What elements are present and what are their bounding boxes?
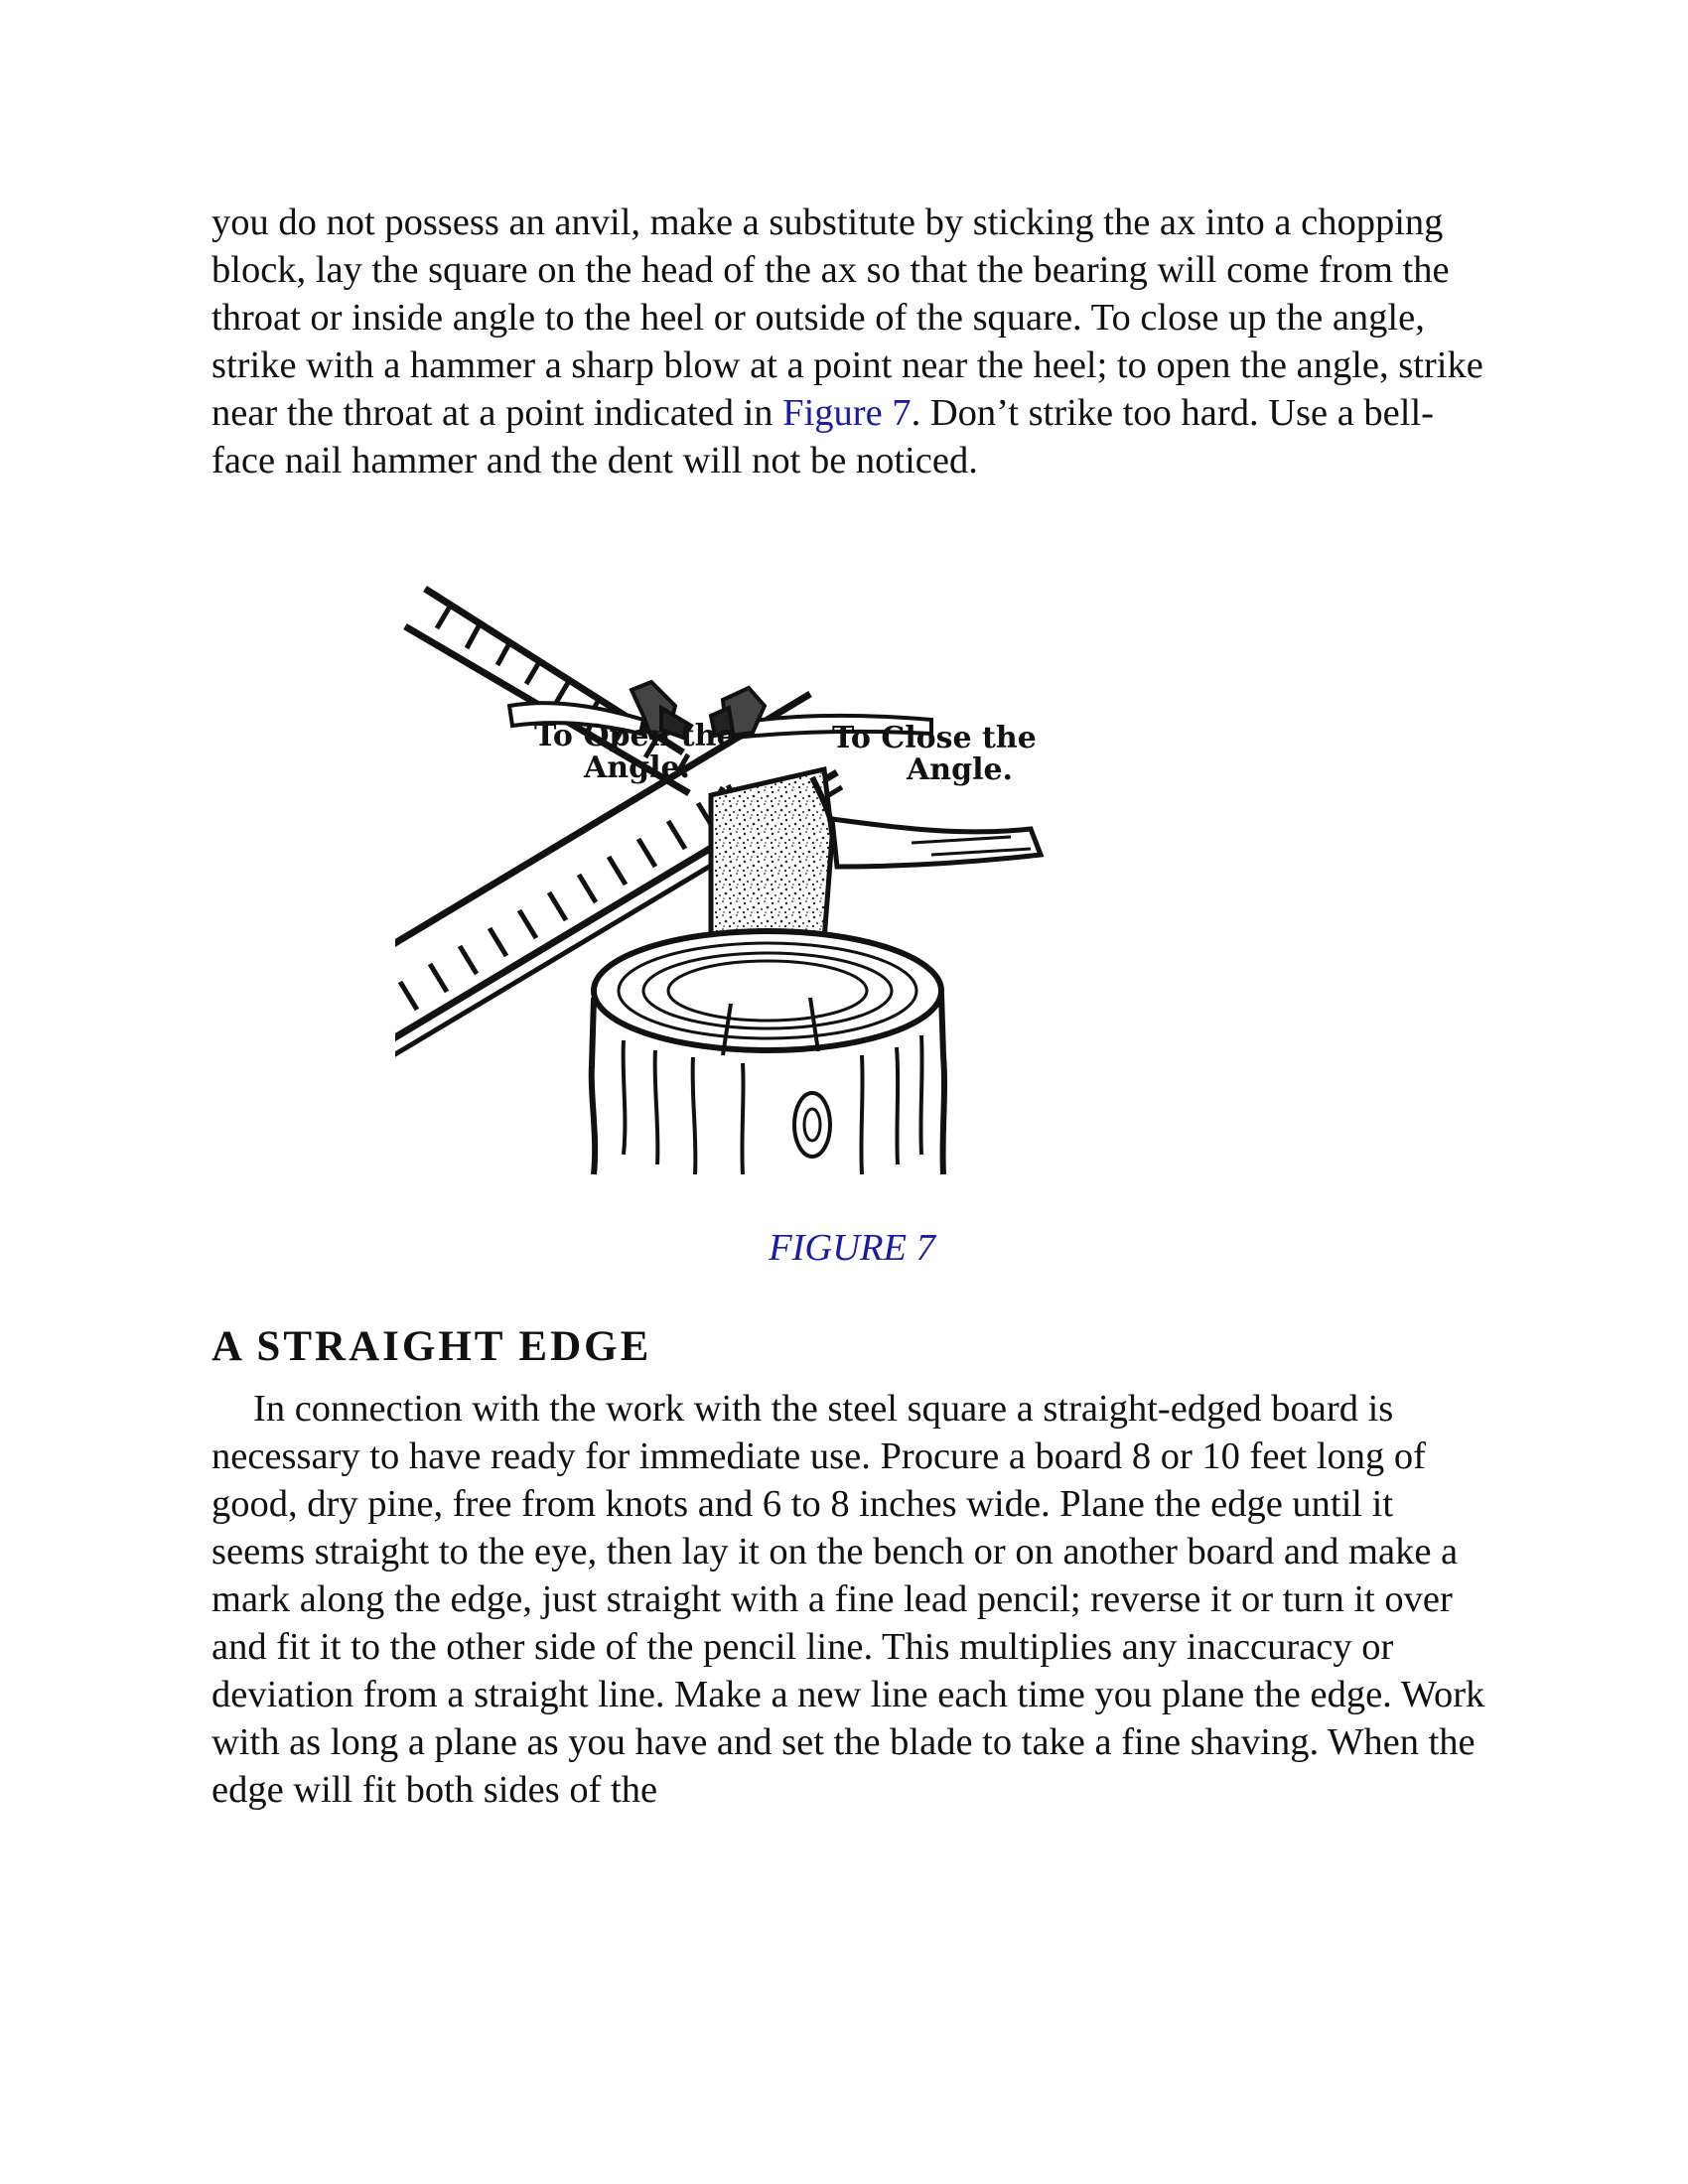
label-open-angle-line2: Angle. [584,751,690,785]
figure-7-link[interactable]: Figure 7 [782,392,912,434]
square-on-ax-illustration [395,539,1309,1224]
section-paragraph: In connection with the work with the steel square a straight-edged board is necessary to have ready for immediate use. Procure a board 8 or 10 feet long of good, dry pine, free from knots and 6 to 8 inches wide. Plane the edge until it seems straight to the eye, then lay it on the bench or on another board and make a mark along the edge, just straight with a fine lead pencil; reverse it or turn it over and fit it to the other side of the pencil line. This multiplies any inaccuracy or deviation from a straight line. Make a new line each time you plane the edge. Work with as long a plane as you have and set the blade to take a fine shaving. When the edge will fit both sides of the [211,1388,1485,1811]
section-heading: A STRAIGHT EDGE [211,1323,652,1370]
chopping-block [592,931,944,1174]
top-paragraph [211,199,1492,484]
figure-7-illustration [211,539,1492,1224]
figure-caption: FIGURE 7 [769,1227,935,1269]
ax-handle [832,819,1041,867]
top-paragraph-text-end: . Don’t strike too hard. Use a bell-face nail hammer and the dent will not be noticed. [211,392,1434,481]
label-close-angle-line1: To Close the [832,721,1037,755]
page-content [211,199,1492,1814]
label-open-angle-line1: To Open the [534,719,736,753]
top-paragraph-text: you do not possess an anvil, make a substitute by sticking the ax into a chopping block, lay the square on the head of the ax so that the bearing will come from the throat or inside angle to the heel or outside of the square. To close up the angle, strike with a hammer a sharp blow at a point near the heel; to open the angle, strike near the throat at a point indicated in [211,202,1483,434]
label-close-angle-line2: Angle. [907,752,1013,787]
